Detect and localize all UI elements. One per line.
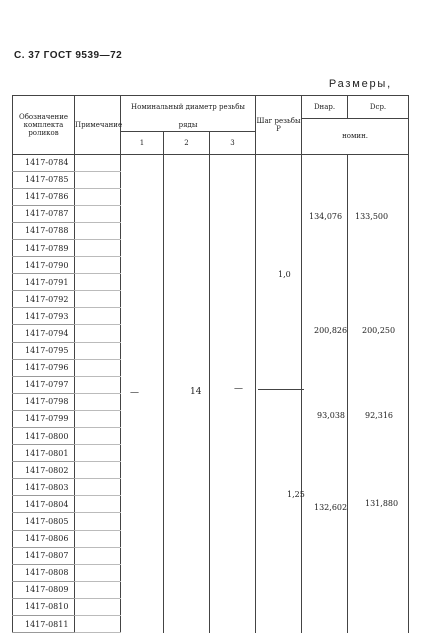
value-cell xyxy=(348,154,409,171)
value-cell xyxy=(302,581,348,598)
designation-cell: 1417-0789 xyxy=(13,239,75,256)
value-cell xyxy=(210,428,256,445)
value-cell xyxy=(302,154,348,171)
value-cell xyxy=(164,462,210,479)
pitch-value-1: 1,0 xyxy=(278,270,291,279)
value-cell xyxy=(210,291,256,308)
note-cell xyxy=(75,428,121,445)
value-cell xyxy=(210,513,256,530)
value-cell xyxy=(121,274,164,291)
row1-value: — xyxy=(130,388,139,398)
page-header: С. 37 ГОСТ 9539—72 xyxy=(14,50,123,61)
value-cell xyxy=(121,154,164,171)
value-cell xyxy=(121,581,164,598)
value-cell xyxy=(210,257,256,274)
note-cell xyxy=(75,496,121,513)
dsr-value-1: 133,500 xyxy=(355,212,389,221)
note-cell xyxy=(75,188,121,205)
value-cell xyxy=(164,188,210,205)
value-cell xyxy=(302,462,348,479)
table-row xyxy=(13,308,409,325)
value-cell xyxy=(256,222,302,239)
designation-cell: 1417-0791 xyxy=(13,274,75,291)
designation-cell: 1417-0799 xyxy=(13,410,75,427)
note-cell xyxy=(75,257,121,274)
value-cell xyxy=(348,171,409,188)
value-cell xyxy=(302,308,348,325)
value-cell xyxy=(121,547,164,564)
value-cell xyxy=(302,445,348,462)
table-row xyxy=(13,376,409,393)
value-cell xyxy=(164,616,210,633)
value-cell xyxy=(164,479,210,496)
value-cell xyxy=(302,393,348,410)
value-cell xyxy=(121,188,164,205)
value-cell xyxy=(256,188,302,205)
note-cell xyxy=(75,462,121,479)
value-cell xyxy=(256,530,302,547)
value-cell xyxy=(348,616,409,633)
value-cell xyxy=(256,205,302,222)
value-cell xyxy=(121,308,164,325)
value-cell xyxy=(121,239,164,256)
value-cell xyxy=(348,342,409,359)
value-cell xyxy=(256,376,302,393)
note-cell xyxy=(75,239,121,256)
value-cell xyxy=(210,616,256,633)
table-row xyxy=(13,342,409,359)
dsr-value-3: 92,316 xyxy=(365,411,393,420)
value-cell xyxy=(302,428,348,445)
dnar-value-3: 93,038 xyxy=(317,411,345,420)
value-cell xyxy=(210,530,256,547)
table-row xyxy=(13,393,409,410)
value-cell xyxy=(210,462,256,479)
value-cell xyxy=(210,393,256,410)
value-cell xyxy=(164,581,210,598)
value-cell xyxy=(256,513,302,530)
header-nominal: номин. xyxy=(302,119,409,155)
note-cell xyxy=(75,581,121,598)
designation-cell: 1417-0806 xyxy=(13,530,75,547)
value-cell xyxy=(210,342,256,359)
value-cell xyxy=(348,359,409,376)
header-note: Примечание xyxy=(75,96,121,155)
value-cell xyxy=(256,428,302,445)
value-cell xyxy=(256,547,302,564)
value-cell xyxy=(210,154,256,171)
designation-cell: 1417-0797 xyxy=(13,376,75,393)
designation-cell: 1417-0788 xyxy=(13,222,75,239)
header-row-2: 2 xyxy=(164,131,210,154)
value-cell xyxy=(210,239,256,256)
value-cell xyxy=(164,513,210,530)
specification-table xyxy=(12,95,409,633)
value-cell xyxy=(121,393,164,410)
header-dsr: Dср. xyxy=(348,96,409,119)
note-cell xyxy=(75,616,121,633)
designation-cell: 1417-0802 xyxy=(13,462,75,479)
table-row xyxy=(13,496,409,513)
value-cell xyxy=(164,274,210,291)
value-cell xyxy=(302,598,348,615)
value-cell xyxy=(164,222,210,239)
value-cell xyxy=(164,496,210,513)
value-cell xyxy=(210,598,256,615)
value-cell xyxy=(210,325,256,342)
value-cell xyxy=(121,291,164,308)
value-cell xyxy=(302,376,348,393)
value-cell xyxy=(164,342,210,359)
table-row xyxy=(13,171,409,188)
value-cell xyxy=(121,462,164,479)
table-row xyxy=(13,359,409,376)
header-row-1: 1 xyxy=(121,131,164,154)
note-cell xyxy=(75,308,121,325)
value-cell xyxy=(348,428,409,445)
table-row xyxy=(13,530,409,547)
table-row xyxy=(13,188,409,205)
value-cell xyxy=(121,171,164,188)
value-cell xyxy=(210,496,256,513)
value-cell xyxy=(302,547,348,564)
value-cell xyxy=(210,205,256,222)
header-designation: Обозначение комплекта роликов xyxy=(13,96,75,155)
value-cell xyxy=(302,359,348,376)
value-cell xyxy=(256,616,302,633)
value-cell xyxy=(256,239,302,256)
header-nominal-diameter: Номинальный диаметр резьбы xyxy=(121,96,256,119)
value-cell xyxy=(164,257,210,274)
value-cell xyxy=(121,257,164,274)
value-cell xyxy=(121,598,164,615)
value-cell xyxy=(210,564,256,581)
designation-cell: 1417-0785 xyxy=(13,171,75,188)
note-cell xyxy=(75,479,121,496)
value-cell xyxy=(210,188,256,205)
value-cell xyxy=(164,564,210,581)
value-cell xyxy=(164,410,210,427)
note-cell xyxy=(75,598,121,615)
value-cell xyxy=(302,513,348,530)
value-cell xyxy=(121,376,164,393)
value-cell xyxy=(121,479,164,496)
value-cell xyxy=(121,205,164,222)
note-cell xyxy=(75,171,121,188)
value-cell xyxy=(164,325,210,342)
designation-cell: 1417-0803 xyxy=(13,479,75,496)
value-cell xyxy=(302,188,348,205)
table-row xyxy=(13,205,409,222)
value-cell xyxy=(302,222,348,239)
note-cell xyxy=(75,530,121,547)
value-cell xyxy=(210,222,256,239)
value-cell xyxy=(121,428,164,445)
value-cell xyxy=(302,257,348,274)
table-row xyxy=(13,154,409,171)
value-cell xyxy=(121,513,164,530)
value-cell xyxy=(256,445,302,462)
value-cell xyxy=(210,308,256,325)
table-row xyxy=(13,325,409,342)
value-cell xyxy=(210,445,256,462)
note-cell xyxy=(75,342,121,359)
value-cell xyxy=(348,274,409,291)
value-cell xyxy=(256,393,302,410)
note-cell xyxy=(75,359,121,376)
value-cell xyxy=(164,445,210,462)
value-cell xyxy=(302,616,348,633)
table-row xyxy=(13,479,409,496)
table-row xyxy=(13,239,409,256)
header-dnar: Dнар. xyxy=(302,96,348,119)
table-row xyxy=(13,581,409,598)
value-cell xyxy=(121,530,164,547)
designation-cell: 1417-0790 xyxy=(13,257,75,274)
value-cell xyxy=(121,325,164,342)
table-row xyxy=(13,598,409,615)
value-cell xyxy=(121,616,164,633)
value-cell xyxy=(348,445,409,462)
designation-cell: 1417-0805 xyxy=(13,513,75,530)
value-cell xyxy=(348,581,409,598)
value-cell xyxy=(256,564,302,581)
pitch-value-2: 1,25 xyxy=(287,490,305,499)
table-row xyxy=(13,291,409,308)
value-cell xyxy=(302,274,348,291)
table-row xyxy=(13,274,409,291)
value-cell xyxy=(302,342,348,359)
value-cell xyxy=(121,342,164,359)
row3-value: — xyxy=(234,384,243,394)
value-cell xyxy=(302,171,348,188)
designation-cell: 1417-0784 xyxy=(13,154,75,171)
designation-cell: 1417-0798 xyxy=(13,393,75,410)
value-cell xyxy=(256,581,302,598)
value-cell xyxy=(210,410,256,427)
table-row xyxy=(13,547,409,564)
designation-cell: 1417-0804 xyxy=(13,496,75,513)
dnar-value-1: 134,076 xyxy=(309,212,343,221)
header-row-3: 3 xyxy=(210,131,256,154)
value-cell xyxy=(164,291,210,308)
value-cell xyxy=(348,188,409,205)
value-cell xyxy=(302,291,348,308)
value-cell xyxy=(256,291,302,308)
value-cell xyxy=(210,376,256,393)
table-row xyxy=(13,410,409,427)
value-cell xyxy=(348,530,409,547)
dsr-value-4: 131,880 xyxy=(365,499,399,508)
value-cell xyxy=(348,257,409,274)
value-cell xyxy=(302,564,348,581)
table-row xyxy=(13,222,409,239)
value-cell xyxy=(164,547,210,564)
designation-cell: 1417-0796 xyxy=(13,359,75,376)
designation-cell: 1417-0793 xyxy=(13,308,75,325)
value-cell xyxy=(256,359,302,376)
value-cell xyxy=(256,342,302,359)
value-cell xyxy=(121,445,164,462)
value-cell xyxy=(164,205,210,222)
value-cell xyxy=(164,171,210,188)
note-cell xyxy=(75,154,121,171)
designation-cell: 1417-0786 xyxy=(13,188,75,205)
value-cell xyxy=(348,547,409,564)
value-cell xyxy=(348,239,409,256)
dnar-value-4: 132,602 xyxy=(314,503,348,512)
designation-cell: 1417-0787 xyxy=(13,205,75,222)
value-cell xyxy=(164,239,210,256)
header-rows: ряды xyxy=(121,119,256,132)
value-cell xyxy=(256,410,302,427)
note-cell xyxy=(75,393,121,410)
value-cell xyxy=(256,462,302,479)
designation-cell: 1417-0801 xyxy=(13,445,75,462)
value-cell xyxy=(302,479,348,496)
table-caption: Размеры, xyxy=(328,78,392,90)
value-cell xyxy=(348,564,409,581)
value-cell xyxy=(210,581,256,598)
note-cell xyxy=(75,291,121,308)
value-cell xyxy=(164,376,210,393)
table-row xyxy=(13,564,409,581)
value-cell xyxy=(348,291,409,308)
value-cell xyxy=(121,222,164,239)
pitch-divider xyxy=(258,389,304,390)
value-cell xyxy=(121,496,164,513)
value-cell xyxy=(348,222,409,239)
value-cell xyxy=(256,154,302,171)
value-cell xyxy=(164,428,210,445)
value-cell xyxy=(164,598,210,615)
header-pitch: Шаг резьбы P xyxy=(256,96,302,155)
row2-value: 14 xyxy=(190,387,202,397)
value-cell xyxy=(164,359,210,376)
designation-cell: 1417-0794 xyxy=(13,325,75,342)
table-row xyxy=(13,616,409,633)
table-row xyxy=(13,462,409,479)
designation-cell: 1417-0809 xyxy=(13,581,75,598)
note-cell xyxy=(75,445,121,462)
value-cell xyxy=(210,547,256,564)
designation-cell: 1417-0810 xyxy=(13,598,75,615)
value-cell xyxy=(256,308,302,325)
note-cell xyxy=(75,274,121,291)
dnar-value-2: 200,826 xyxy=(314,326,348,335)
value-cell xyxy=(348,598,409,615)
value-cell xyxy=(348,308,409,325)
note-cell xyxy=(75,564,121,581)
value-cell xyxy=(256,171,302,188)
dsr-value-2: 200,250 xyxy=(362,326,396,335)
note-cell xyxy=(75,547,121,564)
value-cell xyxy=(348,462,409,479)
value-cell xyxy=(121,359,164,376)
value-cell xyxy=(256,325,302,342)
designation-cell: 1417-0795 xyxy=(13,342,75,359)
value-cell xyxy=(164,530,210,547)
value-cell xyxy=(302,530,348,547)
value-cell xyxy=(348,513,409,530)
value-cell xyxy=(121,410,164,427)
value-cell xyxy=(210,359,256,376)
note-cell xyxy=(75,513,121,530)
value-cell xyxy=(256,598,302,615)
value-cell xyxy=(210,274,256,291)
value-cell xyxy=(164,393,210,410)
note-cell xyxy=(75,222,121,239)
designation-cell: 1417-0800 xyxy=(13,428,75,445)
note-cell xyxy=(75,325,121,342)
value-cell xyxy=(164,308,210,325)
designation-cell: 1417-0811 xyxy=(13,616,75,633)
designation-cell: 1417-0807 xyxy=(13,547,75,564)
value-cell xyxy=(302,239,348,256)
value-cell xyxy=(210,171,256,188)
designation-cell: 1417-0792 xyxy=(13,291,75,308)
table-row xyxy=(13,428,409,445)
value-cell xyxy=(348,376,409,393)
table-row xyxy=(13,513,409,530)
note-cell xyxy=(75,205,121,222)
value-cell xyxy=(348,479,409,496)
note-cell xyxy=(75,410,121,427)
table-row xyxy=(13,445,409,462)
table-row xyxy=(13,257,409,274)
value-cell xyxy=(210,479,256,496)
designation-cell: 1417-0808 xyxy=(13,564,75,581)
value-cell xyxy=(164,154,210,171)
note-cell xyxy=(75,376,121,393)
value-cell xyxy=(348,393,409,410)
value-cell xyxy=(121,564,164,581)
